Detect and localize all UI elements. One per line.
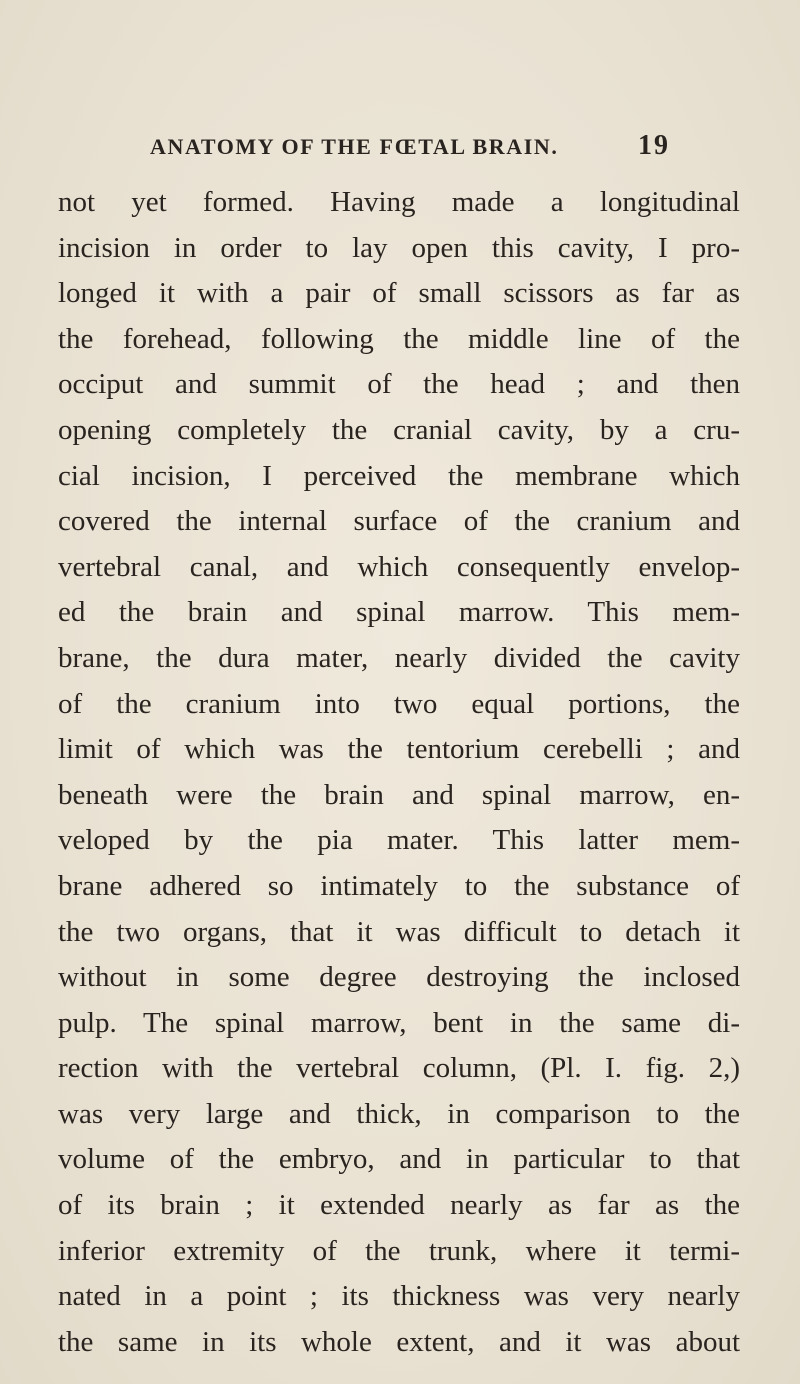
text-line: covered the internal surface of the cranium and xyxy=(58,505,740,538)
body-text xyxy=(58,180,740,1365)
text-line: veloped by the pia mater. This latter mem- xyxy=(58,824,740,857)
page-number: 19 xyxy=(638,130,670,161)
text-line: beneath were the brain and spinal marrow, en- xyxy=(58,778,740,811)
text-line: was very large and thick, in comparison to the xyxy=(58,1097,740,1130)
text-line: longed it with a pair of small scissors as far as xyxy=(58,277,740,310)
text-line: the same in its whole extent, and it was about xyxy=(58,1325,740,1358)
text-line: brane, the dura mater, nearly divided the cavity xyxy=(58,641,740,674)
text-line: opening completely the cranial cavity, by a cru- xyxy=(58,413,740,446)
text-line: ed the brain and spinal marrow. This mem- xyxy=(58,596,740,629)
text-line: cial incision, I perceived the membrane which xyxy=(58,459,740,492)
text-line: of its brain ; it extended nearly as far as the xyxy=(58,1189,740,1222)
running-head xyxy=(150,130,670,174)
text-line: inferior extremity of the trunk, where it termi- xyxy=(58,1234,740,1267)
text-line: brane adhered so intimately to the substance of xyxy=(58,869,740,902)
text-line: nated in a point ; its thickness was very nearly xyxy=(58,1280,740,1313)
text-line: limit of which was the tentorium cerebelli ; and xyxy=(58,733,740,766)
text-line: not yet formed. Having made a longitudinal xyxy=(58,186,740,218)
running-title: ANATOMY OF THE FŒTAL BRAIN. xyxy=(150,134,559,159)
text-line: rection with the vertebral column, (Pl. I. fig. 2,) xyxy=(58,1052,740,1085)
text-line: without in some degree destroying the inclosed xyxy=(58,961,740,994)
text-line: of the cranium into two equal portions, the xyxy=(58,687,740,720)
text-line: volume of the embryo, and in particular to that xyxy=(58,1143,740,1176)
text-line: incision in order to lay open this cavity, I pro- xyxy=(58,231,740,264)
text-line: vertebral canal, and which consequently envelop- xyxy=(58,550,740,583)
text-line: the two organs, that it was difficult to detach it xyxy=(58,915,740,948)
text-line: the forehead, following the middle line of the xyxy=(58,322,740,355)
text-line: occiput and summit of the head ; and then xyxy=(58,368,740,401)
text-line: pulp. The spinal marrow, bent in the same di- xyxy=(58,1006,740,1039)
